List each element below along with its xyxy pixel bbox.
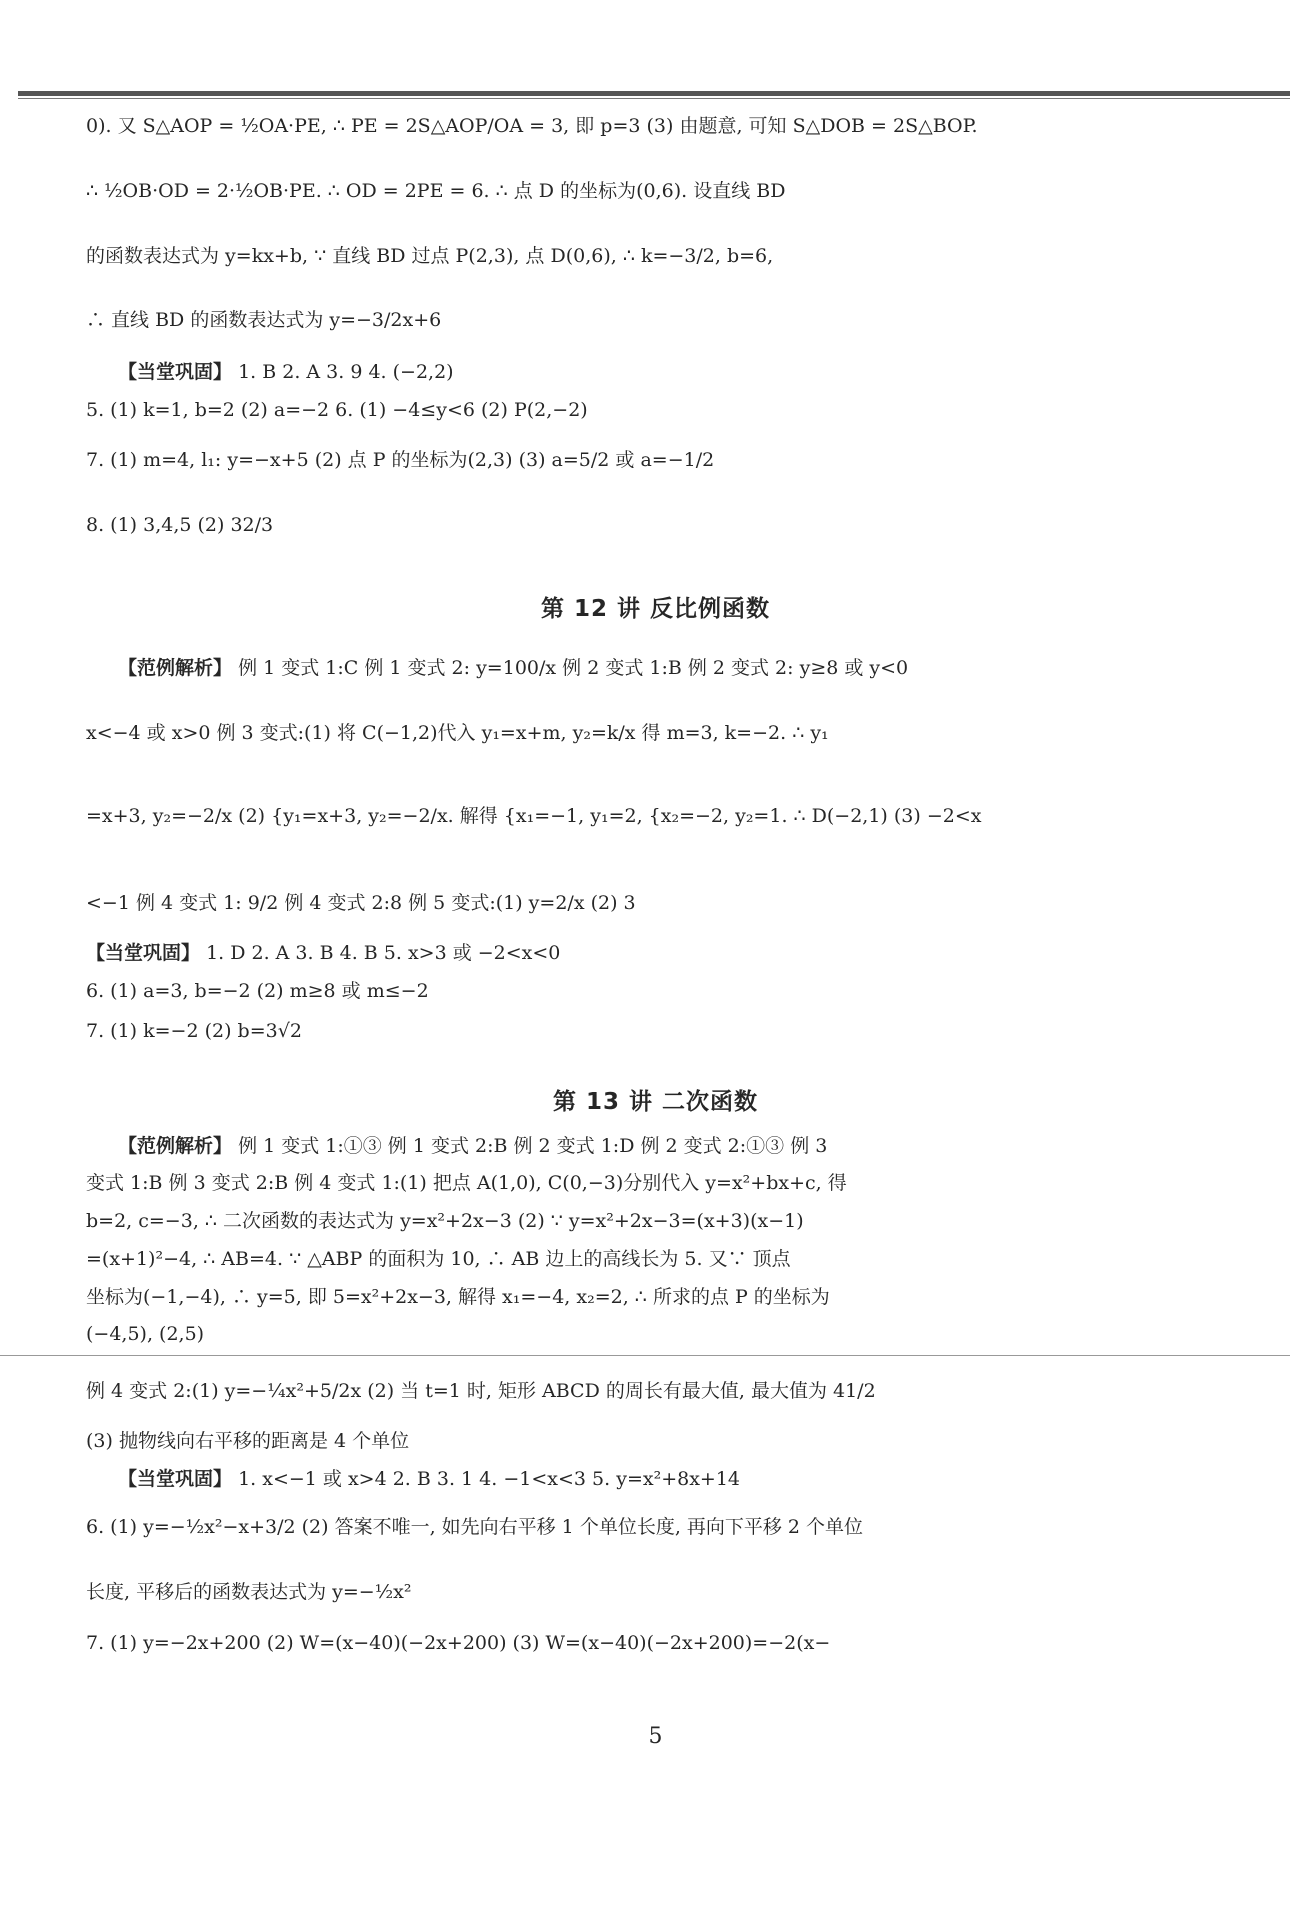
answers: 例 1 变式 1:①③ 例 1 变式 2:B 例 2 变式 1:D 例 2 变式 2:①③ 例 3 <box>238 1135 828 1157</box>
section-label: 【范例解析】 <box>118 1135 233 1157</box>
text-line: 7. (1) k=−2 (2) b=3√2 <box>86 1020 302 1042</box>
text-line: =x+3, y₂=−2/x (2) {y₁=x+3, y₂=−2/x. 解得 {x₁=−1, y₁=2, {x₂=−2, y₂=1. ∴ D(−2,1) (3) −2<x <box>86 805 982 827</box>
text-line: 变式 1:B 例 3 变式 2:B 例 4 变式 1:(1) 把点 A(1,0), C(0,−3)分别代入 y=x²+bx+c, 得 <box>86 1172 847 1194</box>
answers: 1. B 2. A 3. 9 4. (−2,2) <box>238 361 454 383</box>
page-number: 5 <box>648 1724 663 1749</box>
text-line: (−4,5), (2,5) <box>86 1323 205 1345</box>
text-line: b=2, c=−3, ∴ 二次函数的表达式为 y=x²+2x−3 (2) ∵ y=x²+2x−3=(x+3)(x−1) <box>86 1210 804 1232</box>
text-line <box>118 1466 1161 1492</box>
header-rule-thin <box>18 98 1290 99</box>
section-label: 【范例解析】 <box>118 657 233 679</box>
text-line <box>118 1133 1161 1159</box>
section-title-13: 第 13 讲 二次函数 <box>552 1089 759 1115</box>
text-line <box>118 655 1161 681</box>
text-line: (3) 抛物线向右平移的距离是 4 个单位 <box>86 1430 410 1452</box>
section-label: 【当堂巩固】 <box>118 361 233 383</box>
answers: 例 1 变式 1:C 例 1 变式 2: y=100/x 例 2 变式 1:B 例 2 变式 2: y≥8 或 y<0 <box>238 657 909 679</box>
answers: 1. x<−1 或 x>4 2. B 3. 1 4. −1<x<3 5. y=x²+8x+14 <box>238 1468 741 1490</box>
text-line: =(x+1)²−4, ∴ AB=4. ∵ △ABP 的面积为 10, ∴ AB 边上的高线长为 5. 又∵ 顶点 <box>86 1248 791 1270</box>
text-line: 0). 又 S△AOP = ½OA·PE, ∴ PE = 2S△AOP/OA = 3, 即 p=3 (3) 由题意, 可知 S△DOB = 2S△BOP. <box>86 115 978 137</box>
text-line: 8. (1) 3,4,5 (2) 32/3 <box>86 514 274 536</box>
text-line: 6. (1) y=−½x²−x+3/2 (2) 答案不唯一, 如先向右平移 1 个单位长度, 再向下平移 2 个单位 <box>86 1516 864 1538</box>
text-line: <−1 例 4 变式 1: 9/2 例 4 变式 2:8 例 5 变式:(1) y=2/x (2) 3 <box>86 892 636 914</box>
text-line <box>118 359 1161 385</box>
divider <box>0 1355 1290 1356</box>
section-label: 【当堂巩固】 <box>118 1468 233 1490</box>
text-line: x<−4 或 x>0 例 3 变式:(1) 将 C(−1,2)代入 y₁=x+m, y₂=k/x 得 m=3, k=−2. ∴ y₁ <box>86 722 829 744</box>
section-label: 【当堂巩固】 <box>86 942 201 964</box>
section-title-12: 第 12 讲 反比例函数 <box>540 596 771 622</box>
text-line: ∴ ½OB·OD = 2·½OB·PE. ∴ OD = 2PE = 6. ∴ 点 D 的坐标为(0,6). 设直线 BD <box>86 180 786 202</box>
text-line: 的函数表达式为 y=kx+b, ∵ 直线 BD 过点 P(2,3), 点 D(0,6), ∴ k=−3/2, b=6, <box>86 245 774 267</box>
answers: 1. D 2. A 3. B 4. B 5. x>3 或 −2<x<0 <box>206 942 561 964</box>
text-line: ∴ 直线 BD 的函数表达式为 y=−3/2x+6 <box>86 309 442 331</box>
text-line: 例 4 变式 2:(1) y=−¼x²+5/2x (2) 当 t=1 时, 矩形 ABCD 的周长有最大值, 最大值为 41/2 <box>86 1380 876 1402</box>
text-line: 7. (1) m=4, l₁: y=−x+5 (2) 点 P 的坐标为(2,3) (3) a=5/2 或 a=−1/2 <box>86 449 715 471</box>
header-rule <box>18 91 1290 96</box>
text-line: 6. (1) a=3, b=−2 (2) m≥8 或 m≤−2 <box>86 980 429 1002</box>
text-line <box>86 940 1161 966</box>
text-line: 坐标为(−1,−4), ∴ y=5, 即 5=x²+2x−3, 解得 x₁=−4, x₂=2, ∴ 所求的点 P 的坐标为 <box>86 1286 830 1308</box>
text-line: 长度, 平移后的函数表达式为 y=−½x² <box>86 1581 412 1603</box>
text-line: 5. (1) k=1, b=2 (2) a=−2 6. (1) −4≤y<6 (2) P(2,−2) <box>86 399 588 421</box>
text-line: 7. (1) y=−2x+200 (2) W=(x−40)(−2x+200) (3) W=(x−40)(−2x+200)=−2(x− <box>86 1632 831 1654</box>
